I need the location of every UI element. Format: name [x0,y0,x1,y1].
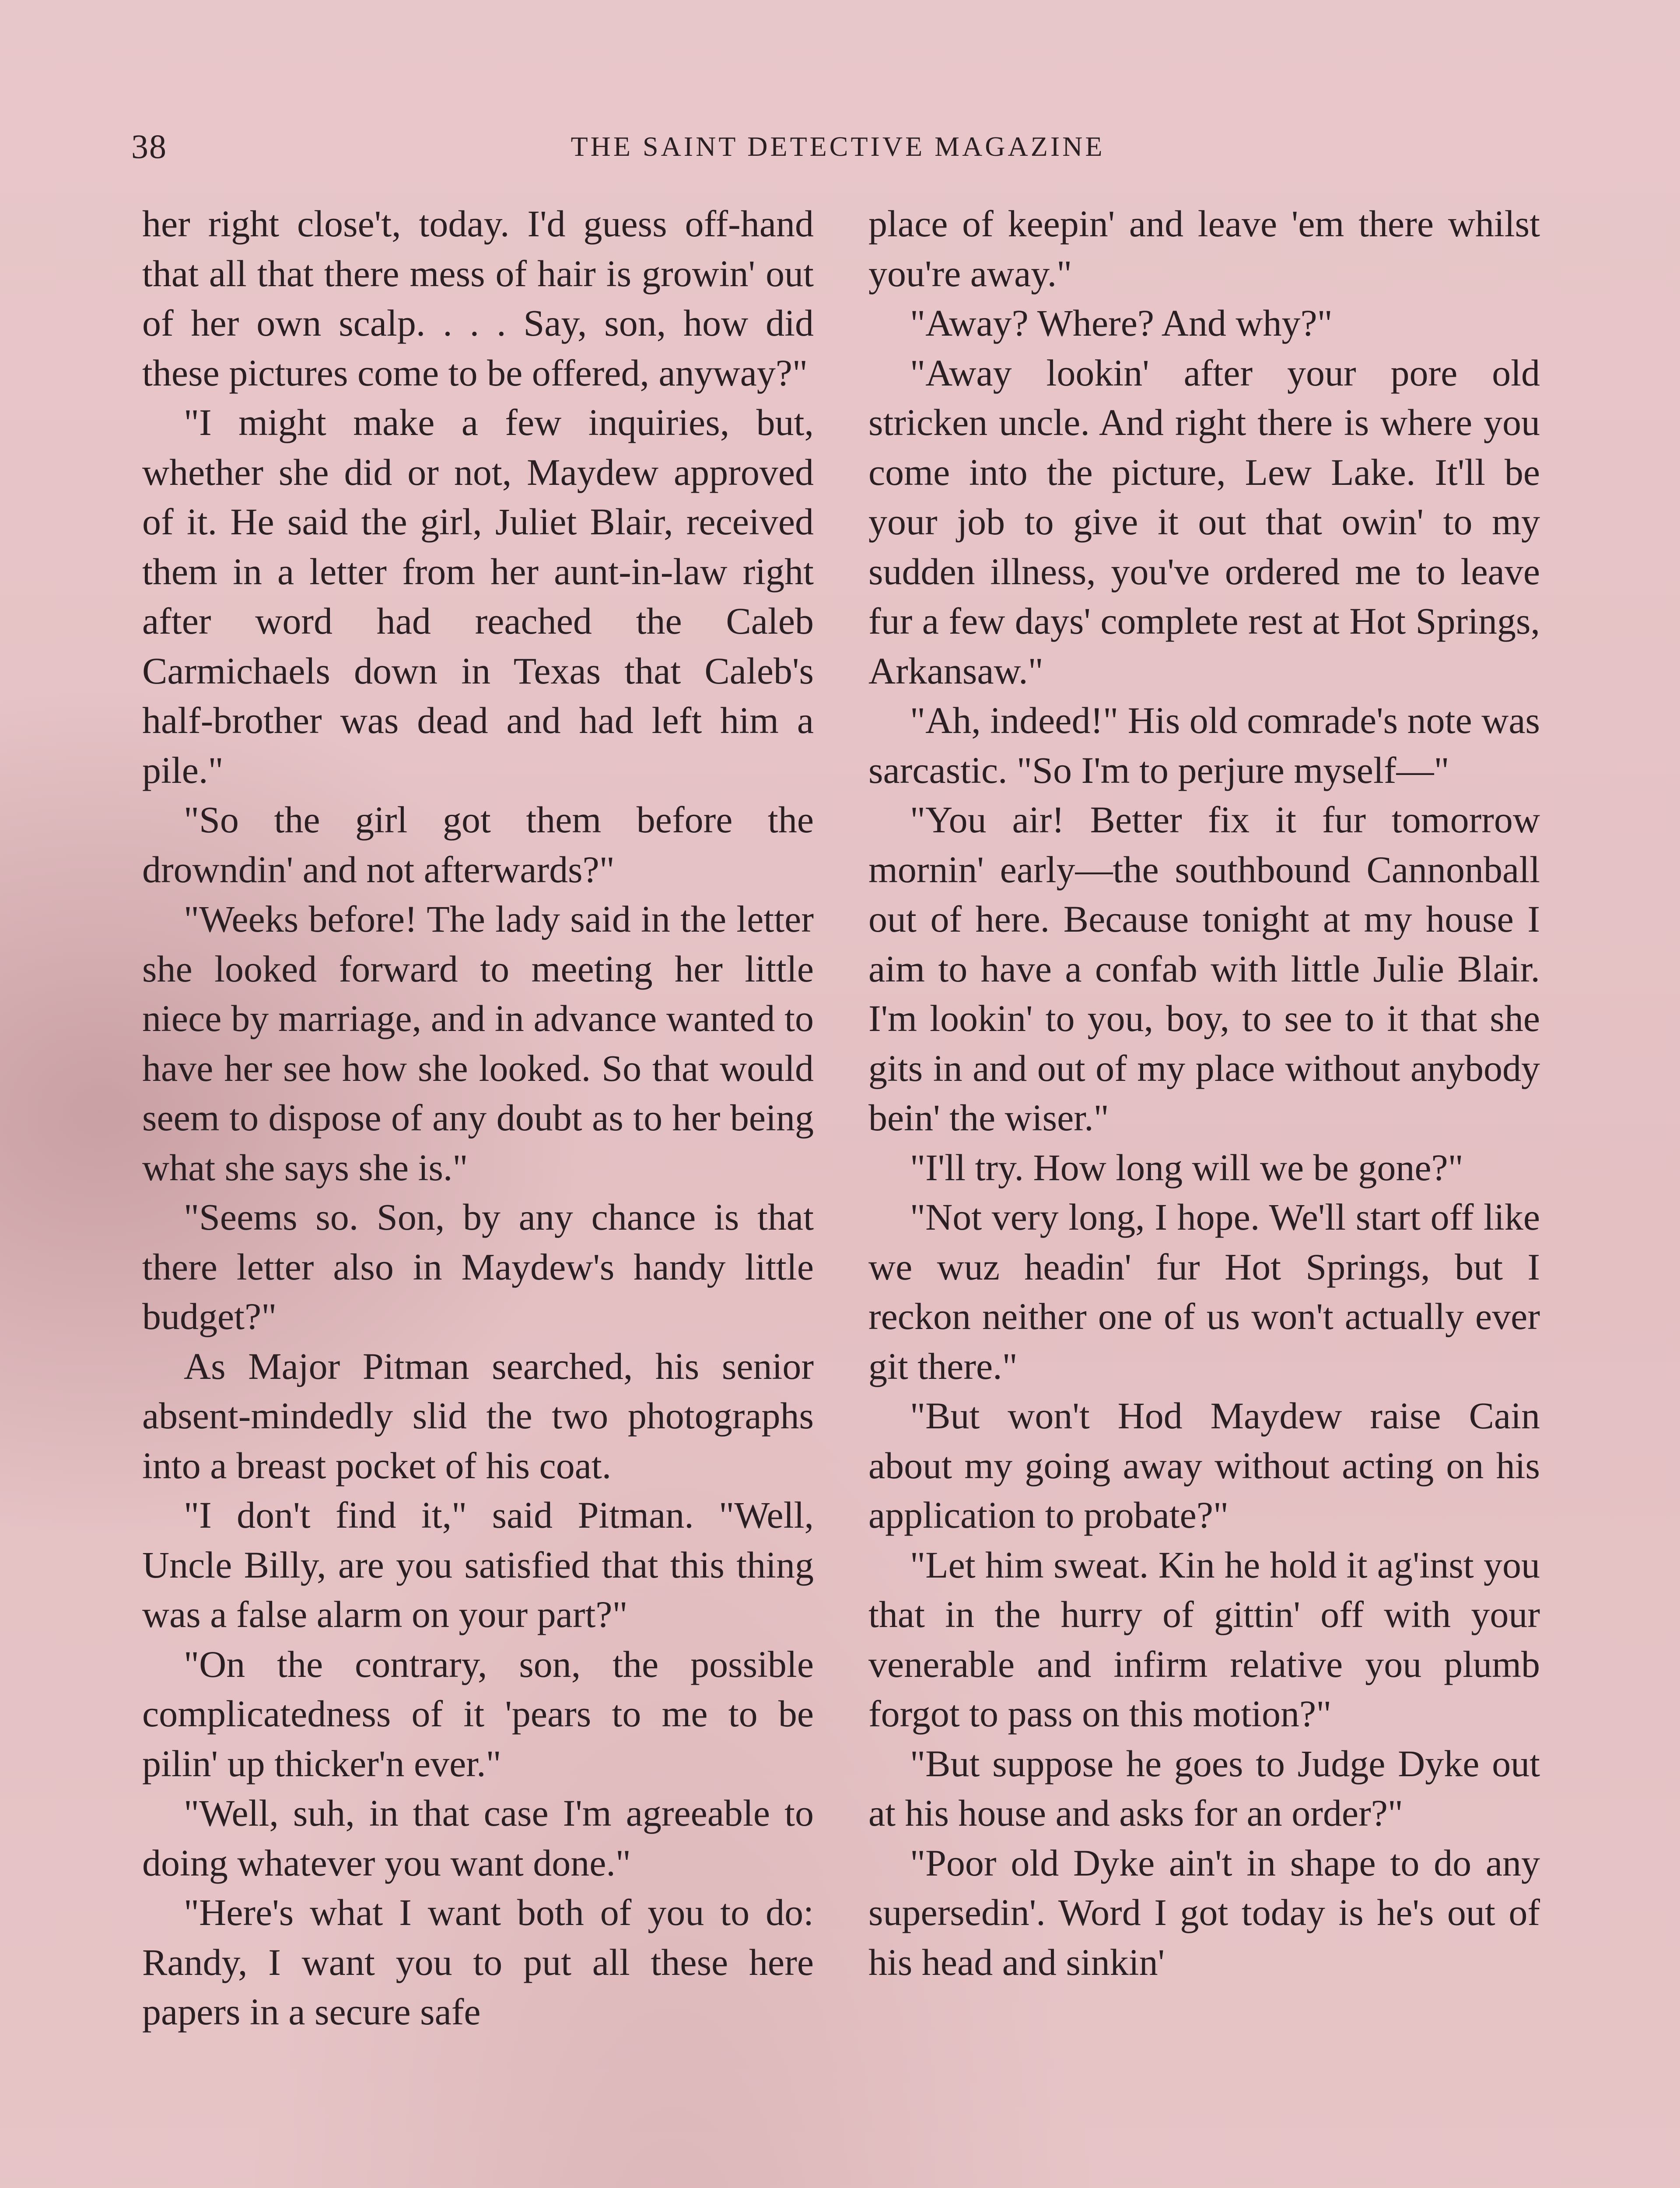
paragraph: As Major Pitman searched, his senior absent-mindedly slid the two photographs into a breast pocket of his coat. [142,1345,814,1487]
paragraph: "Away? Where? And why?" [910,302,1333,344]
right-column [868,199,1540,1987]
paragraph: "So the girl got them before the drowndin' and not afterwards?" [142,799,814,891]
paragraph: "I might make a few inquiries, but, whether she did or not, Maydew approved of it. He said the girl, Juliet Blair, received them in a letter from her aunt-in-law right after word had reached the Caleb Carmichaels down in Texas that Caleb's half-brother was dead and had left him a pile." [142,401,814,791]
paragraph: "Ah, indeed!" His old comrade's note was sarcastic. "So I'm to perjure myself—" [868,699,1540,791]
paragraph: "On the contrary, son, the possible complicatedness of it 'pears to me to be pilin' up thicker'n ever." [142,1643,814,1785]
paragraph: "But suppose he goes to Judge Dyke out at his house and asks for an order?" [868,1742,1540,1834]
paragraph: "But won't Hod Maydew raise Cain about my going away without acting on his application to probate?" [868,1395,1540,1536]
paragraph: "Well, suh, in that case I'm agreeable to doing whatever you want done." [142,1792,814,1884]
paragraph: "Weeks before! The lady said in the letter she looked forward to meeting her little niece by marriage, and in advance wanted to have her see how she looked. So that would seem to dispose of any doubt as to her being what she says she is." [142,898,814,1189]
page-header [131,127,1544,179]
running-head: THE SAINT DETECTIVE MAGAZINE [570,131,1105,162]
paragraph: "Let him sweat. Kin he hold it ag'inst you that in the hurry of gittin' off with your venerable and infirm relative you plumb forgot to pass on this motion?" [868,1543,1540,1735]
paragraph: "Poor old Dyke ain't in shape to do any supersedin'. Word I got today is he's out of his head and sinkin' [868,1841,1540,1983]
paragraph: place of keepin' and leave 'em there whilst you're away." [868,203,1540,295]
paragraph: "Away lookin' after your pore old stricken uncle. And right there is where you come into the picture, Lew Lake. It'll be your job to give it out that owin' to my sudden illness, you've ordered me to leave fur a few days' complete rest at Hot Springs, Arkansaw." [868,351,1540,692]
paragraph: "I'll try. How long will we be gone?" [910,1146,1463,1189]
paragraph: "Not very long, I hope. We'll start off like we wuz headin' fur Hot Springs, but I reckon neither one of us won't actually ever git there." [868,1196,1540,1387]
left-column [142,199,814,2037]
paragraph: "You air! Better fix it fur tomorrow mornin' early—the southbound Cannonball out of here. Because tonight at my house I aim to have a confab with little Julie Blair. I'm lookin' to you, boy, to see to it that she gits in and out of my place without anybody bein' the wiser." [868,799,1540,1139]
page-number: 38 [131,127,167,165]
paragraph: "I don't find it," said Pitman. "Well, Uncle Billy, are you satisfied that this thing was a false alarm on your part?" [142,1494,814,1635]
paragraph: her right close't, today. I'd guess off-hand that all that there mess of hair is growin' out of her own scalp. . . . Say, son, how did these pictures come to be offered, anyway?" [142,203,814,394]
paragraph: "Here's what I want both of you to do: Randy, I want you to put all these here papers in a secure safe [142,1891,814,2033]
paragraph: "Seems so. Son, by any chance is that there letter also in Maydew's handy little budget?" [142,1196,814,1337]
